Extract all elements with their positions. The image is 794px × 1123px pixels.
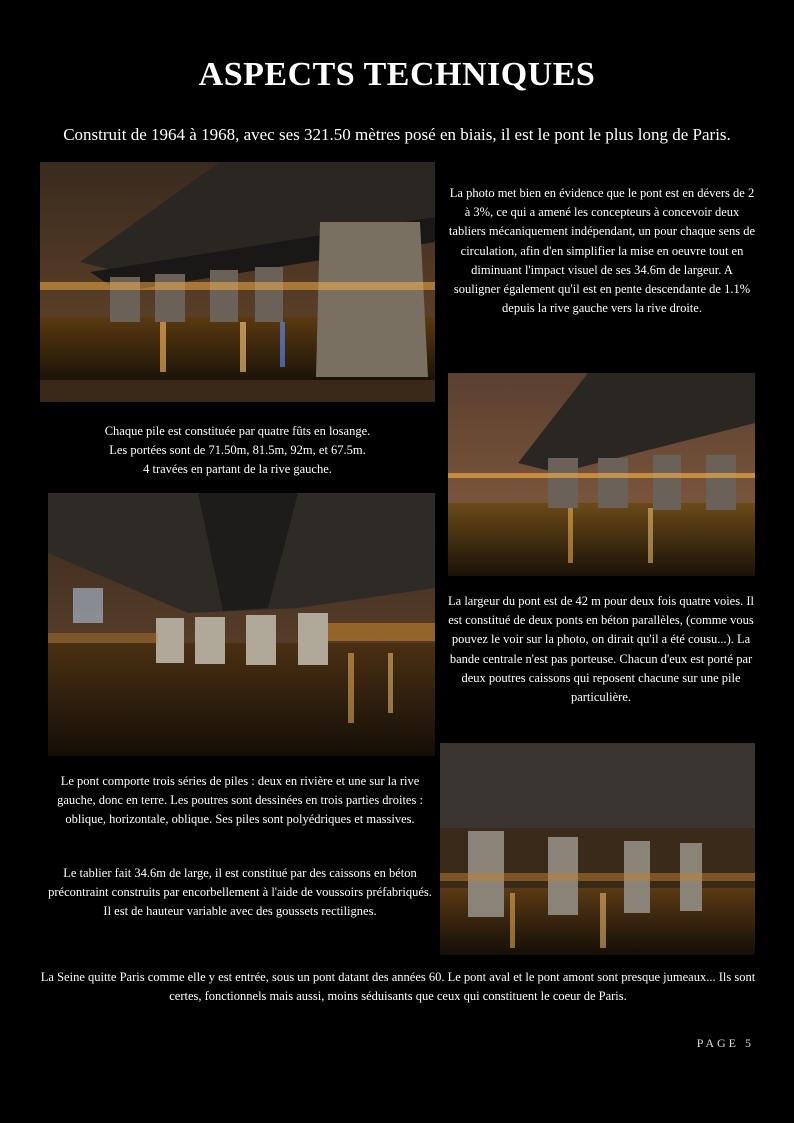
series-paragraph: Le pont comporte trois séries de piles : deux en rivière et une sur la rive gauche, donc en terre. Les poutres sont dessinées en trois parties droites : oblique, horizontale, oblique. Ses piles sont polyédriques et massives. (57, 774, 423, 827)
seine-paragraph: La Seine quitte Paris comme elle y est entrée, sous un pont datant des années 60. Le pont aval et le pont amont sont presque jumeaux... Ils sont certes, fonctionnels mais aussi, moins séduisants que ceux qui constituent le coeur de Paris. (40, 970, 756, 1004)
piles-paragraph (40, 422, 435, 480)
piles-line-3: 4 travées en partant de la rive gauche. (143, 462, 332, 477)
tablier-paragraph: Le tablier fait 34.6m de large, il est constitué par des caissons en béton précontraint construits par encorbellement à l'aide de voussoirs préfabriqués. Il est de hauteur variable avec des goussets rectilignes. (48, 866, 432, 919)
bridge-photo-1 (40, 162, 435, 402)
page-title: ASPECTS TECHNIQUES (198, 56, 596, 93)
piles-line-2: Les portées sont de 71.50m, 81.5m, 92m, et 67.5m. (109, 443, 366, 458)
largeur-paragraph: La largeur du pont est de 42 m pour deux fois quatre voies. Il est constitué de deux ponts en béton parallèles, (comme vous pouvez le voir sur la photo, on dirait qu'il a été cousu...). La bande centrale n'est pas porteuse. Chacun d'eux est porté par deux poutres caissons qui reposent chacune sur une pile particulière. (448, 594, 754, 705)
bridge-photo-3 (48, 493, 435, 756)
bridge-photo-2 (448, 373, 755, 576)
devers-paragraph: La photo met bien en évidence que le pont est en dévers de 2 à 3%, ce qui a amené les concepteurs à concevoir deux tabliers mécaniquement indépendant, un pour chaque sens de circulation, afin d'en simplifier la mise en oeuvre tout en diminuant l'impact visuel de ses 34.6m de largeur. A souligner également qu'il est en pente descendante de 1.1% depuis la rive gauche vers la rive droite. (448, 186, 756, 316)
page-number: PAGE 5 (696, 1036, 754, 1050)
piles-line-1: Chaque pile est constituée par quatre fûts en losange. (104, 424, 371, 438)
intro-text: Construit de 1964 à 1968, avec ses 321.50 mètres posé en biais, il est le pont le plus long de Paris. (63, 125, 731, 144)
bridge-photo-4 (440, 743, 755, 955)
